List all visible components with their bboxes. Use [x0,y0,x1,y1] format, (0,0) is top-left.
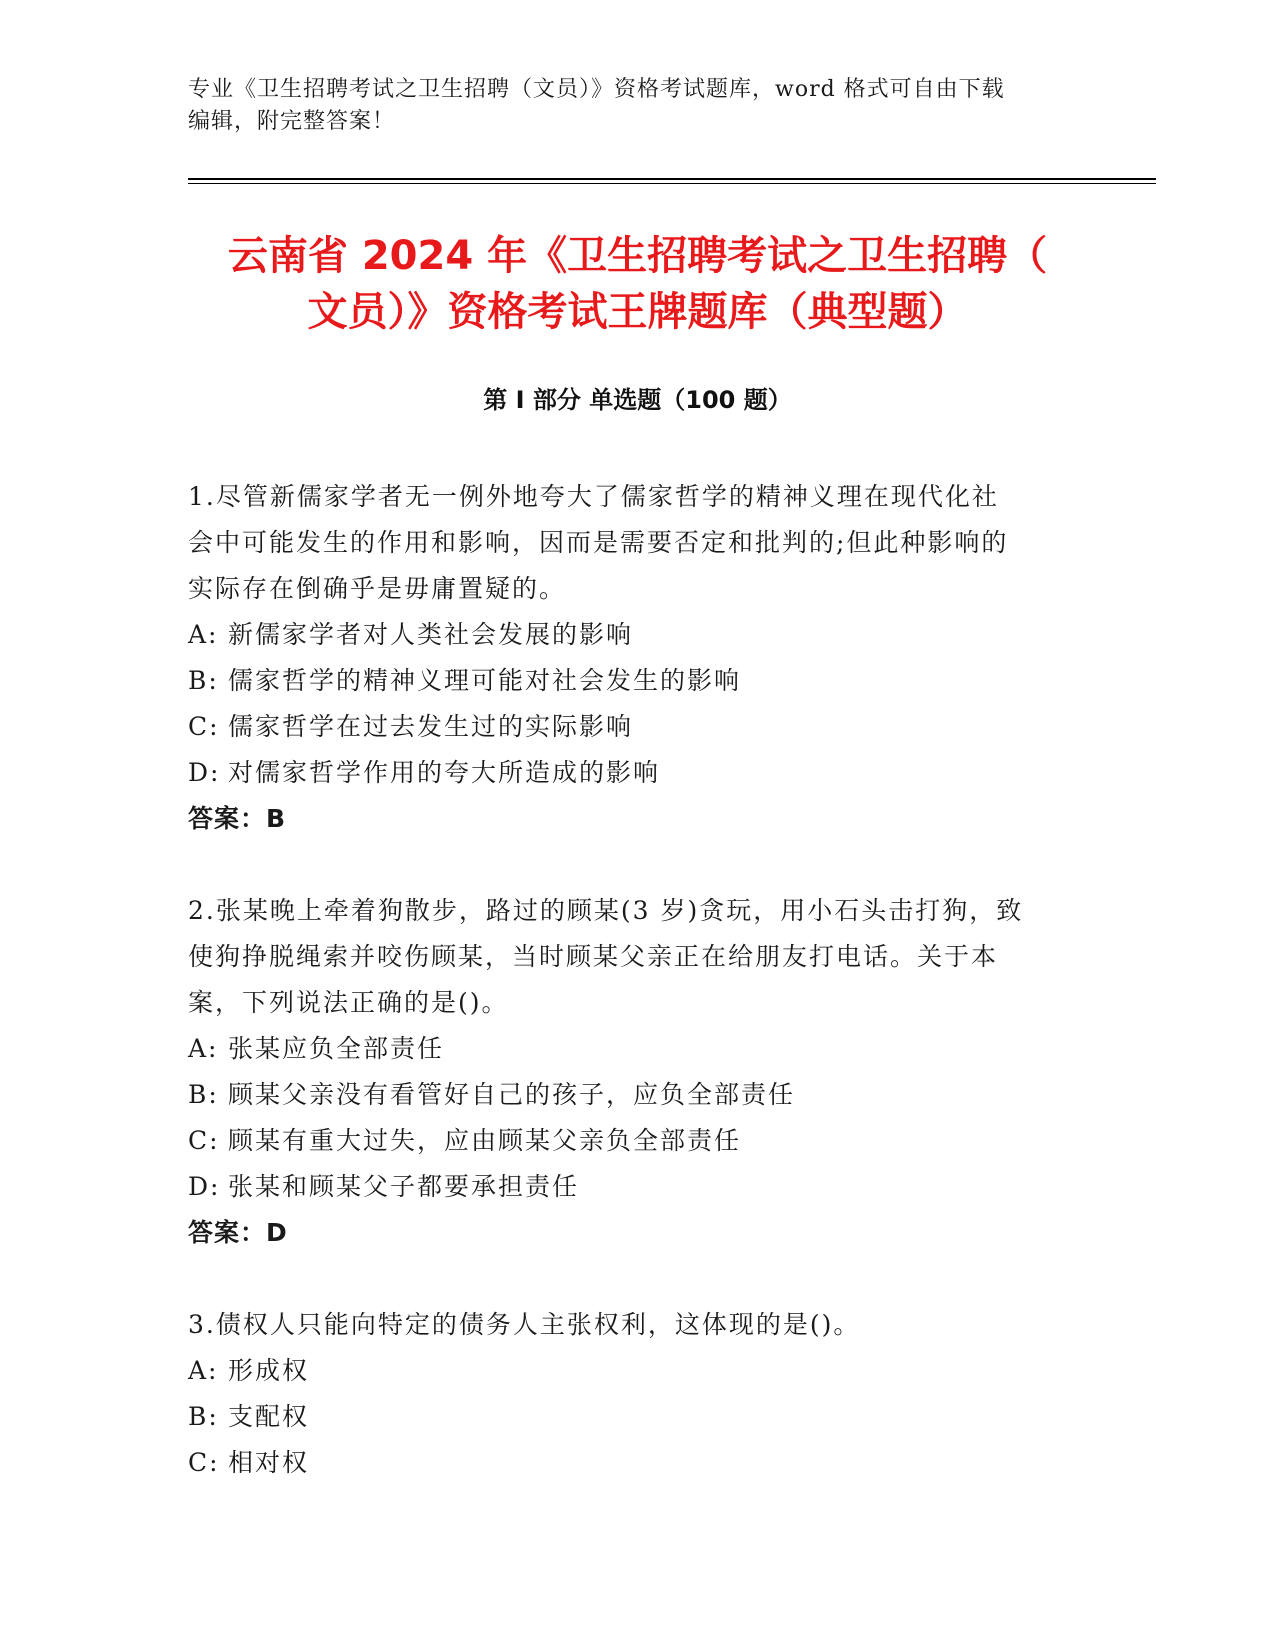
question-stem-line: 使狗挣脱绳索并咬伤顾某，当时顾某父亲正在给朋友打电话。关于本 [188,942,999,971]
option-text: 形成权 [228,1356,310,1385]
document-title [160,228,1115,340]
option-text: 张某和顾某父子都要承担责任 [228,1172,580,1201]
option-letter: B: [188,1080,219,1109]
option-c [188,1440,1088,1486]
option-letter: B: [188,1402,219,1431]
document-title-line-1: 云南省 2024 年《卫生招聘考试之卫生招聘（ [227,233,1048,279]
option-letter: A: [188,620,219,649]
option-letter: D: [188,1172,221,1201]
question-1 [188,474,1088,842]
header-note-line-1: 专业《卫生招聘考试之卫生招聘（文员）》资格考试题库，word 格式可自由下载 [188,77,1005,102]
option-letter: C: [188,1126,220,1155]
option-text: 支配权 [228,1402,310,1431]
question-2 [188,888,1088,1256]
option-letter: B: [188,666,219,695]
option-text: 对儒家哲学作用的夸大所造成的影响 [228,758,661,787]
option-letter: A: [188,1034,219,1063]
question-stem-line: 2.张某晚上牵着狗散步，路过的顾某(3 岁)贪玩，用小石头击打狗，致 [188,896,1024,925]
option-text: 相对权 [228,1448,310,1477]
question-3 [188,1302,1088,1486]
option-d [188,750,1088,796]
question-stem-line: 3.债权人只能向特定的债务人主张权利，这体现的是()。 [188,1310,861,1339]
question-stem [188,888,1088,1026]
option-letter: C: [188,1448,220,1477]
question-stem [188,474,1088,612]
answer: 答案：D [188,1218,288,1247]
question-stem-line: 会中可能发生的作用和影响，因而是需要否定和批判的;但此种影响的 [188,528,1009,557]
option-b [188,658,1088,704]
option-letter: A: [188,1356,219,1385]
document-title-line-2: 文员）》资格考试王牌题库（典型题） [307,289,968,335]
question-stem-line: 案，下列说法正确的是()。 [188,988,509,1017]
header-rule-thick [188,178,1156,180]
header-note [188,74,1068,138]
option-letter: C: [188,712,220,741]
option-d [188,1164,1088,1210]
option-text: 儒家哲学的精神义理可能对社会发生的影响 [228,666,742,695]
question-stem [188,1302,1088,1348]
option-b [188,1072,1088,1118]
header-rule-thin [188,183,1156,184]
option-a [188,1026,1088,1072]
option-b [188,1394,1088,1440]
option-text: 儒家哲学在过去发生过的实际影响 [228,712,634,741]
question-list [188,474,1088,1532]
option-c [188,1118,1088,1164]
option-letter: D: [188,758,221,787]
option-text: 新儒家学者对人类社会发展的影响 [228,620,634,649]
section-title: 第 I 部分 单选题（100 题） [483,386,792,414]
question-stem-line: 实际存在倒确乎是毋庸置疑的。 [188,574,567,603]
option-a [188,612,1088,658]
answer: 答案：B [188,804,287,833]
header-note-line-2: 编辑，附完整答案！ [188,109,396,134]
question-stem-line: 1.尽管新儒家学者无一例外地夸大了儒家哲学的精神义理在现代化社 [188,482,999,511]
option-text: 张某应负全部责任 [228,1034,445,1063]
option-text: 顾某有重大过失，应由顾某父亲负全部责任 [228,1126,742,1155]
option-a [188,1348,1088,1394]
option-c [188,704,1088,750]
option-text: 顾某父亲没有看管好自己的孩子，应负全部责任 [228,1080,796,1109]
